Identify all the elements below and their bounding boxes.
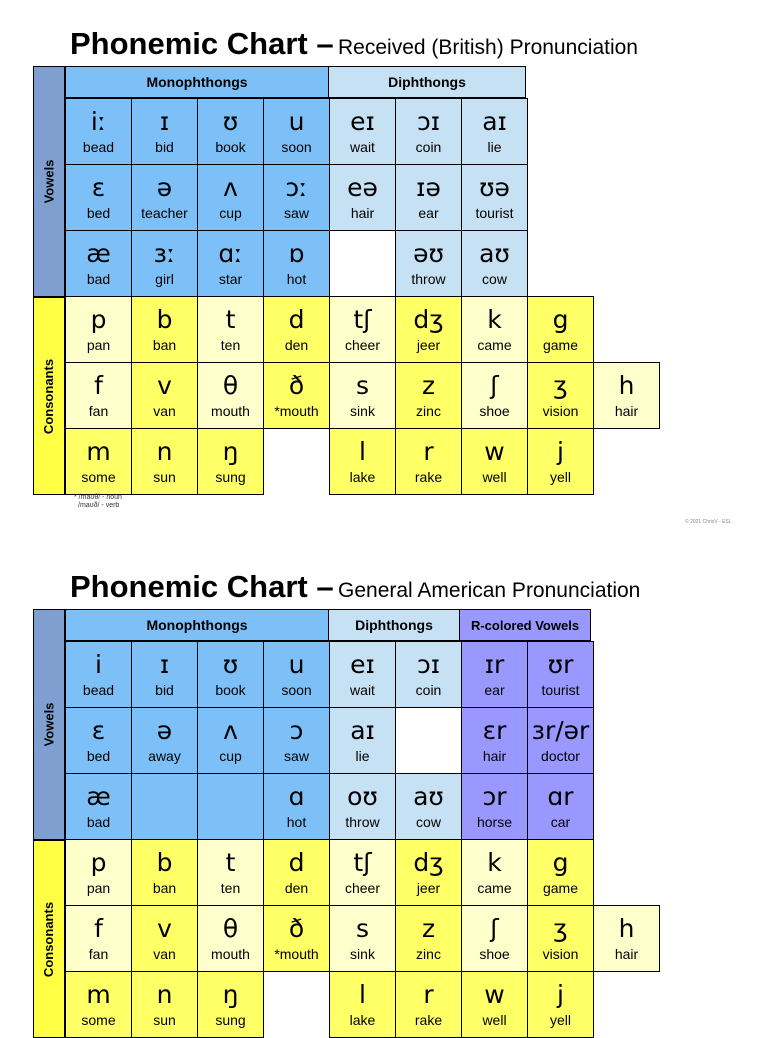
example-word: hair	[614, 946, 639, 962]
example-word: vision	[542, 403, 579, 419]
phoneme-symbol: ʃ	[490, 371, 499, 400]
phoneme-cell	[197, 905, 264, 972]
example-word: throw	[411, 271, 446, 287]
phoneme-symbol: p	[90, 305, 107, 334]
example-word: shoe	[479, 946, 510, 962]
example-word: cup	[219, 748, 242, 764]
phoneme-cell	[329, 839, 396, 906]
phoneme-symbol: u	[288, 107, 305, 136]
example-word: *mouth	[274, 946, 319, 962]
empty-cell	[131, 773, 198, 840]
phoneme-symbol: ʒ	[553, 914, 568, 943]
phoneme-symbol: v	[157, 371, 172, 400]
phoneme-symbol: ɑr	[547, 782, 574, 811]
example-word: hair	[350, 205, 375, 221]
phoneme-cell	[131, 428, 198, 495]
example-word: fan	[88, 946, 109, 962]
phoneme-symbol: eə	[347, 173, 378, 202]
phoneme-cell	[329, 707, 396, 774]
example-word: zinc	[416, 946, 441, 962]
empty-cell	[395, 707, 462, 774]
empty-cell	[197, 773, 264, 840]
phoneme-symbol: g	[552, 305, 569, 334]
example-word: game	[542, 337, 579, 353]
phoneme-cell	[329, 164, 396, 231]
phoneme-symbol: ʒ	[553, 371, 568, 400]
example-word: doctor	[541, 748, 580, 764]
example-word: lie	[487, 139, 502, 155]
phoneme-cell	[131, 230, 198, 297]
phoneme-cell	[263, 905, 330, 972]
example-word: hot	[286, 271, 307, 287]
example-word: ear	[484, 682, 505, 698]
phoneme-cell	[461, 641, 528, 708]
phoneme-symbol: g	[552, 848, 569, 877]
example-word: lie	[355, 748, 370, 764]
example-word: cow	[416, 814, 441, 830]
phoneme-cell	[65, 773, 132, 840]
phoneme-cell	[329, 428, 396, 495]
example-word: soon	[281, 139, 312, 155]
phoneme-symbol: ɜː	[153, 239, 176, 268]
phoneme-cell	[197, 296, 264, 363]
phoneme-cell	[593, 362, 660, 429]
example-word: horse	[476, 814, 513, 830]
example-word: bad	[86, 814, 111, 830]
phoneme-cell	[131, 839, 198, 906]
phoneme-symbol: iː	[90, 107, 107, 136]
example-word: ban	[152, 880, 177, 896]
phoneme-cell	[197, 971, 264, 1038]
phoneme-cell	[65, 839, 132, 906]
example-word: ban	[152, 337, 177, 353]
phoneme-symbol: æ	[86, 239, 111, 268]
example-word: ten	[220, 880, 241, 896]
example-word: hair	[482, 748, 507, 764]
example-word: van	[153, 946, 176, 962]
copyright: © 2021 ChrisV - ESL	[685, 519, 732, 525]
phoneme-symbol: ʊə	[479, 173, 510, 202]
phoneme-cell	[461, 164, 528, 231]
phoneme-cell	[527, 971, 594, 1038]
vowels-sidebar	[33, 609, 65, 840]
phoneme-cell	[131, 905, 198, 972]
example-word: throw	[345, 814, 380, 830]
phoneme-symbol: eɪ	[350, 650, 375, 679]
phoneme-symbol: b	[156, 848, 173, 877]
phoneme-cell	[527, 707, 594, 774]
phoneme-cell	[527, 296, 594, 363]
example-word: sink	[350, 403, 375, 419]
phoneme-symbol: h	[618, 914, 635, 943]
phoneme-cell	[461, 362, 528, 429]
phoneme-cell	[197, 839, 264, 906]
phoneme-symbol: ɛ	[91, 173, 106, 202]
example-word: coin	[415, 139, 442, 155]
example-word: tourist	[541, 682, 580, 698]
phoneme-symbol: aɪ	[482, 107, 507, 136]
phoneme-cell	[527, 641, 594, 708]
phoneme-symbol: ɪr	[484, 650, 505, 679]
example-word: star	[218, 271, 243, 287]
phoneme-cell	[593, 905, 660, 972]
example-word: bid	[155, 139, 174, 155]
phoneme-cell	[527, 362, 594, 429]
example-word: bead	[82, 139, 115, 155]
phoneme-symbol: ð	[288, 914, 305, 943]
phoneme-cell	[395, 296, 462, 363]
phoneme-symbol: i	[95, 650, 102, 679]
example-word: came	[477, 880, 512, 896]
example-word: hair	[614, 403, 639, 419]
example-word: jeer	[416, 337, 441, 353]
phoneme-cell	[461, 707, 528, 774]
example-word: bead	[82, 682, 115, 698]
example-word: bad	[86, 271, 111, 287]
phoneme-symbol: k	[487, 305, 502, 334]
example-word: van	[153, 403, 176, 419]
phoneme-symbol: ʊ	[222, 650, 239, 679]
header-diphthongs: Diphthongs	[328, 66, 526, 98]
phoneme-cell	[131, 971, 198, 1038]
example-word: cheer	[344, 337, 381, 353]
example-word: game	[542, 880, 579, 896]
phoneme-symbol: ɛ	[91, 716, 106, 745]
footnote-noun: * /maʊθ/ - noun	[74, 494, 122, 501]
example-word: jeer	[416, 880, 441, 896]
footnote	[74, 494, 122, 510]
example-word: saw	[284, 748, 309, 764]
phoneme-cell	[131, 362, 198, 429]
example-word: hot	[286, 814, 307, 830]
phoneme-cell	[197, 98, 264, 165]
example-word: car	[550, 814, 571, 830]
example-word: pan	[86, 337, 111, 353]
consonants-sidebar	[33, 840, 65, 1038]
phoneme-symbol: ə	[156, 173, 173, 202]
phoneme-symbol: ŋ	[222, 437, 239, 466]
phoneme-symbol: ə	[156, 716, 173, 745]
phoneme-symbol: ɪ	[159, 650, 170, 679]
title-sub: General American Pronunciation	[338, 579, 641, 602]
example-word: bed	[86, 205, 111, 221]
phoneme-symbol: ɛr	[482, 716, 507, 745]
phoneme-symbol: t	[225, 305, 236, 334]
phoneme-cell	[461, 230, 528, 297]
phoneme-symbol: l	[359, 437, 366, 466]
example-word: cup	[219, 205, 242, 221]
example-word: sung	[215, 1012, 246, 1028]
phoneme-symbol: ŋ	[222, 980, 239, 1009]
phoneme-cell	[395, 839, 462, 906]
empty-cell	[329, 230, 396, 297]
phoneme-symbol: dʒ	[413, 848, 444, 877]
phoneme-cell	[263, 362, 330, 429]
ga-phonemic-chart	[0, 567, 768, 1028]
phoneme-symbol: ʌ	[223, 716, 238, 745]
phoneme-cell	[395, 230, 462, 297]
phoneme-symbol: ɔː	[285, 173, 308, 202]
header-monophthongs: Monophthongs	[65, 609, 329, 641]
header-r-colored-vowels: R-colored Vowels	[459, 609, 591, 641]
phoneme-cell	[329, 773, 396, 840]
header-diphthongs: Diphthongs	[328, 609, 460, 641]
phoneme-symbol: d	[288, 848, 305, 877]
example-word: rake	[414, 1012, 443, 1028]
example-word: bed	[86, 748, 111, 764]
example-word: cheer	[344, 880, 381, 896]
example-word: ten	[220, 337, 241, 353]
phoneme-cell	[131, 641, 198, 708]
example-word: tourist	[475, 205, 514, 221]
phoneme-symbol: ɑ	[288, 782, 305, 811]
example-word: den	[284, 337, 309, 353]
phoneme-cell	[131, 98, 198, 165]
example-word: some	[81, 469, 116, 485]
example-word: rake	[414, 469, 443, 485]
example-word: came	[477, 337, 512, 353]
phoneme-cell	[329, 971, 396, 1038]
phoneme-cell	[329, 362, 396, 429]
phoneme-symbol: z	[421, 914, 436, 943]
example-word: bid	[155, 682, 174, 698]
phoneme-symbol: m	[86, 437, 111, 466]
phoneme-cell	[395, 905, 462, 972]
phoneme-cell	[65, 428, 132, 495]
phoneme-cell	[263, 773, 330, 840]
phoneme-cell	[65, 971, 132, 1038]
phoneme-cell	[395, 98, 462, 165]
example-word: sun	[153, 1012, 176, 1028]
phoneme-symbol: θ	[222, 914, 239, 943]
phoneme-cell	[461, 905, 528, 972]
phoneme-symbol: ɔr	[482, 782, 507, 811]
phoneme-symbol: j	[557, 980, 564, 1009]
example-word: yell	[549, 469, 571, 485]
phoneme-cell	[197, 164, 264, 231]
example-word: lake	[349, 469, 376, 485]
phoneme-cell	[65, 164, 132, 231]
phoneme-symbol: əʊ	[413, 239, 444, 268]
phoneme-cell	[527, 773, 594, 840]
phoneme-cell	[197, 428, 264, 495]
phoneme-symbol: t	[225, 848, 236, 877]
phoneme-cell	[131, 296, 198, 363]
header-monophthongs: Monophthongs	[65, 66, 329, 98]
phoneme-cell	[263, 164, 330, 231]
phoneme-symbol: k	[487, 848, 502, 877]
phoneme-symbol: tʃ	[353, 305, 372, 334]
example-word: sink	[350, 946, 375, 962]
phoneme-symbol: z	[421, 371, 436, 400]
phoneme-cell	[395, 428, 462, 495]
example-word: away	[148, 748, 181, 764]
phoneme-cell	[65, 641, 132, 708]
phoneme-cell	[329, 98, 396, 165]
example-word: ear	[418, 205, 439, 221]
phoneme-symbol: h	[618, 371, 635, 400]
phoneme-symbol: l	[359, 980, 366, 1009]
phoneme-cell	[395, 164, 462, 231]
phoneme-symbol: oʊ	[347, 782, 378, 811]
rp-phonemic-chart	[0, 24, 768, 524]
phoneme-cell	[197, 641, 264, 708]
phoneme-symbol: ð	[288, 371, 305, 400]
phoneme-symbol: ɪə	[416, 173, 441, 202]
example-word: well	[482, 1012, 507, 1028]
phoneme-cell	[461, 773, 528, 840]
phoneme-symbol: tʃ	[353, 848, 372, 877]
phoneme-symbol: ɑː	[218, 239, 243, 268]
example-word: den	[284, 880, 309, 896]
example-word: wait	[350, 139, 375, 155]
phoneme-symbol: aʊ	[479, 239, 510, 268]
phoneme-cell	[263, 296, 330, 363]
phoneme-cell	[65, 98, 132, 165]
example-word: vision	[542, 946, 579, 962]
example-word: zinc	[416, 403, 441, 419]
phoneme-symbol: ʃ	[490, 914, 499, 943]
phoneme-cell	[197, 362, 264, 429]
example-word: some	[81, 1012, 116, 1028]
phoneme-cell	[461, 98, 528, 165]
phoneme-cell	[65, 905, 132, 972]
phoneme-symbol: s	[355, 914, 370, 943]
example-word: mouth	[211, 403, 250, 419]
phoneme-cell	[395, 773, 462, 840]
phoneme-cell	[461, 428, 528, 495]
phoneme-symbol: v	[157, 914, 172, 943]
example-word: book	[215, 682, 246, 698]
phoneme-cell	[65, 362, 132, 429]
phoneme-cell	[527, 839, 594, 906]
phoneme-symbol: j	[557, 437, 564, 466]
phoneme-cell	[263, 707, 330, 774]
phoneme-symbol: b	[156, 305, 173, 334]
phoneme-cell	[263, 98, 330, 165]
phoneme-symbol: r	[423, 437, 434, 466]
chart-title	[70, 24, 638, 64]
example-word: lake	[349, 1012, 376, 1028]
example-word: well	[482, 469, 507, 485]
phoneme-symbol: s	[355, 371, 370, 400]
consonants-label: Consonants	[41, 901, 57, 977]
phoneme-symbol: aʊ	[413, 782, 444, 811]
phoneme-cell	[395, 362, 462, 429]
example-word: wait	[350, 682, 375, 698]
title-main: Phonemic Chart –	[70, 26, 334, 61]
phoneme-cell	[329, 296, 396, 363]
phoneme-symbol: ɔɪ	[416, 650, 441, 679]
phoneme-symbol: ʌ	[223, 173, 238, 202]
phoneme-cell	[461, 296, 528, 363]
example-word: cow	[482, 271, 507, 287]
example-word: fan	[88, 403, 109, 419]
vowels-label: Vowels	[41, 159, 57, 204]
phoneme-cell	[65, 296, 132, 363]
phoneme-symbol: ɔɪ	[416, 107, 441, 136]
title-main: Phonemic Chart –	[70, 569, 334, 604]
phoneme-cell	[461, 839, 528, 906]
example-word: teacher	[141, 205, 188, 221]
phoneme-symbol: ʊ	[222, 107, 239, 136]
example-word: girl	[155, 271, 174, 287]
phoneme-symbol: ɔ	[289, 716, 304, 745]
phoneme-cell	[395, 971, 462, 1038]
consonants-sidebar	[33, 297, 65, 495]
phoneme-symbol: θ	[222, 371, 239, 400]
example-word: sun	[153, 469, 176, 485]
example-word: soon	[281, 682, 312, 698]
phoneme-cell	[131, 164, 198, 231]
chart-title	[70, 567, 640, 607]
phoneme-symbol: f	[94, 914, 103, 943]
phoneme-symbol: æ	[86, 782, 111, 811]
phoneme-cell	[527, 428, 594, 495]
phoneme-symbol: p	[90, 848, 107, 877]
title-sub: Received (British) Pronunciation	[338, 36, 638, 59]
example-word: pan	[86, 880, 111, 896]
phoneme-cell	[197, 707, 264, 774]
phoneme-cell	[527, 905, 594, 972]
phoneme-cell	[197, 230, 264, 297]
phoneme-symbol: ɜr/ər	[531, 716, 590, 745]
phoneme-cell	[461, 971, 528, 1038]
phoneme-symbol: eɪ	[350, 107, 375, 136]
footnote-verb: /maʊð/ - verb	[78, 502, 120, 509]
phoneme-symbol: aɪ	[350, 716, 375, 745]
phoneme-cell	[263, 230, 330, 297]
phoneme-symbol: r	[423, 980, 434, 1009]
vowels-sidebar	[33, 66, 65, 297]
phoneme-symbol: dʒ	[413, 305, 444, 334]
phoneme-cell	[65, 230, 132, 297]
phoneme-symbol: n	[156, 437, 173, 466]
phoneme-cell	[395, 641, 462, 708]
phoneme-symbol: u	[288, 650, 305, 679]
consonants-label: Consonants	[41, 358, 57, 434]
example-word: shoe	[479, 403, 510, 419]
example-word: saw	[284, 205, 309, 221]
phoneme-symbol: d	[288, 305, 305, 334]
phoneme-cell	[329, 641, 396, 708]
example-word: *mouth	[274, 403, 319, 419]
phoneme-symbol: ʊr	[547, 650, 574, 679]
phoneme-cell	[131, 707, 198, 774]
phoneme-symbol: w	[484, 437, 505, 466]
vowels-label: Vowels	[41, 702, 57, 747]
phoneme-symbol: f	[94, 371, 103, 400]
phoneme-symbol: ɪ	[159, 107, 170, 136]
example-word: mouth	[211, 946, 250, 962]
phoneme-cell	[329, 905, 396, 972]
phoneme-cell	[65, 707, 132, 774]
phoneme-symbol: m	[86, 980, 111, 1009]
phoneme-cell	[263, 839, 330, 906]
example-word: sung	[215, 469, 246, 485]
example-word: yell	[549, 1012, 571, 1028]
phoneme-symbol: w	[484, 980, 505, 1009]
phoneme-symbol: ɒ	[288, 239, 305, 268]
example-word: coin	[415, 682, 442, 698]
phoneme-symbol: n	[156, 980, 173, 1009]
phoneme-cell	[263, 641, 330, 708]
example-word: book	[215, 139, 246, 155]
